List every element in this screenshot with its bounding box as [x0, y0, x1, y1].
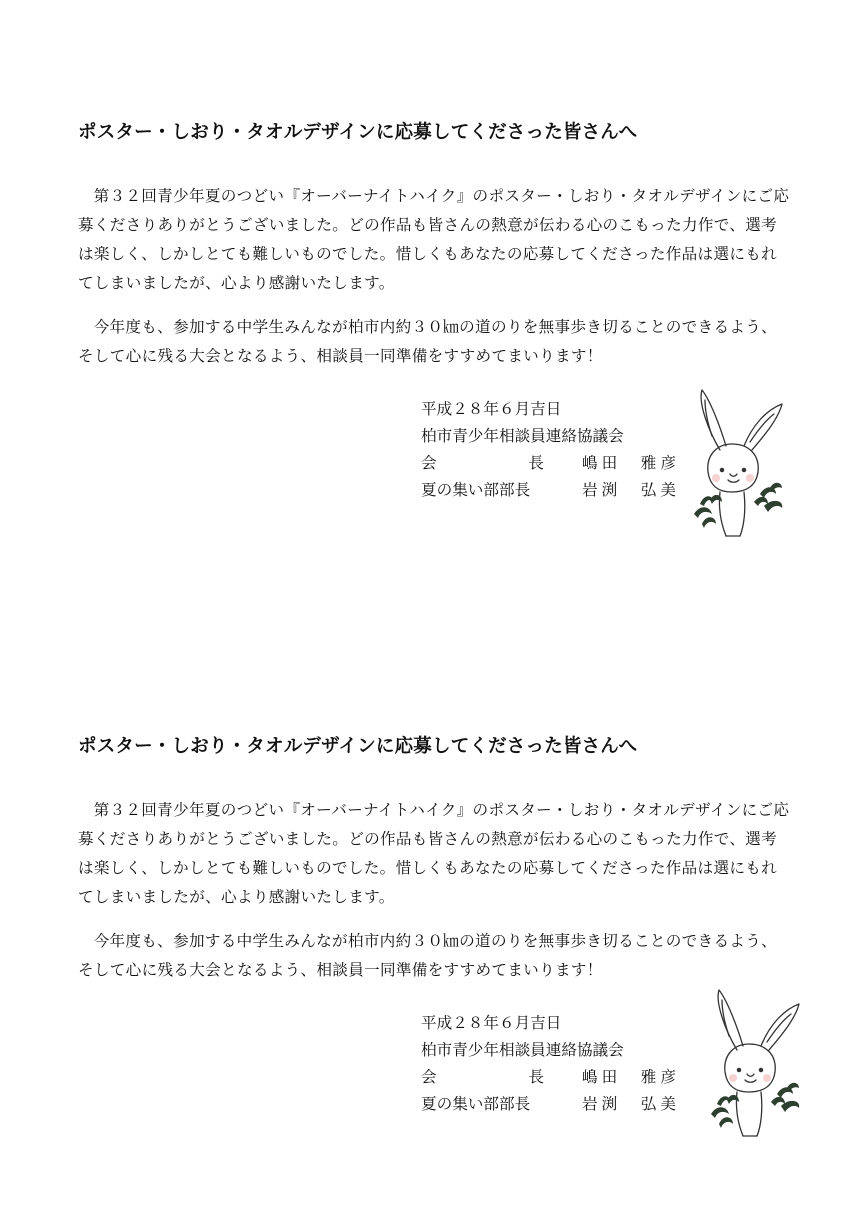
leader-role: 夏の集い部部長	[421, 481, 531, 499]
signature-chair-row	[421, 1064, 680, 1091]
signature-date: 平成２８年６月吉日	[421, 400, 562, 418]
chair-role-part2: 長	[528, 1068, 544, 1086]
signature-leader-row	[421, 477, 680, 504]
signature-block	[421, 396, 680, 504]
chair-role-part1: 会	[421, 1068, 437, 1086]
chair-role-part1: 会	[421, 454, 437, 472]
notice-bottom	[0, 614, 868, 1228]
signature-leader-row	[421, 1091, 680, 1118]
rabbit-with-carrot-icon	[690, 386, 790, 546]
signature-date: 平成２８年６月吉日	[421, 1014, 562, 1032]
chair-name: 嶋田 雅彦	[582, 1068, 680, 1086]
leader-name: 岩渕 弘美	[582, 481, 680, 499]
rabbit-with-carrot-icon	[707, 986, 807, 1146]
signature-chair-row	[421, 450, 680, 477]
notice-title: ポスター・しおり・タオルデザインに応募してくださった皆さんへ	[78, 122, 638, 143]
signature-organization: 柏市青少年相談員連絡協議会	[421, 427, 624, 445]
leader-name: 岩渕 弘美	[582, 1095, 680, 1113]
signature-organization: 柏市青少年相談員連絡協議会	[421, 1041, 624, 1059]
chair-role	[421, 450, 544, 477]
notice-title: ポスター・しおり・タオルデザインに応募してくださった皆さんへ	[78, 736, 638, 757]
chair-role	[421, 1064, 544, 1091]
notice-paragraph-thanks: 第３２回青少年夏のつどい『オーバーナイトハイク』のポスター・しおり・タオルデザインにご応募くださりありがとうございました。どの作品も皆さんの熱意が伝わる心のこもった力作で、選考は楽しく、しかしとても難しいものでした。惜しくもあなたの応募してくださった作品は選にもれてしまいましたが、心より感謝いたします。	[78, 801, 790, 906]
notice-paragraph-plans: 今年度も、参加する中学生みんなが柏市内約３０㎞の道のりを無事歩き切ることのできるよう、そして心に残る大会となるよう、相談員一同準備をすすめてまいります！	[78, 932, 778, 979]
signature-block	[421, 1010, 680, 1118]
leader-role: 夏の集い部部長	[421, 1095, 531, 1113]
notice-paragraph-thanks: 第３２回青少年夏のつどい『オーバーナイトハイク』のポスター・しおり・タオルデザインにご応募くださりありがとうございました。どの作品も皆さんの熱意が伝わる心のこもった力作で、選考は楽しく、しかしとても難しいものでした。惜しくもあなたの応募してくださった作品は選にもれてしまいましたが、心より感謝いたします。	[78, 187, 790, 292]
notice-paragraph-plans: 今年度も、参加する中学生みんなが柏市内約３０㎞の道のりを無事歩き切ることのできるよう、そして心に残る大会となるよう、相談員一同準備をすすめてまいります！	[78, 318, 778, 365]
chair-name: 嶋田 雅彦	[582, 454, 680, 472]
chair-role-part2: 長	[528, 454, 544, 472]
